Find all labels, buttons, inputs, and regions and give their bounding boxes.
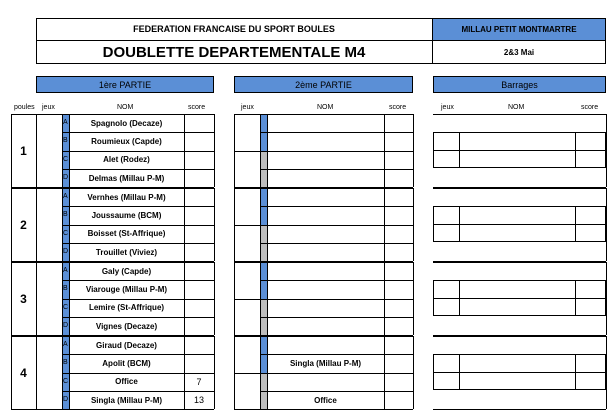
round2-entry[interactable] [267, 336, 384, 354]
team-name: Galy (Capde) [101, 266, 152, 276]
jeux-letter: B [63, 211, 68, 219]
jeux-letter: B [63, 137, 68, 145]
poule-number: 2 [20, 217, 27, 232]
team-score[interactable]: 7 [196, 376, 202, 387]
team-score[interactable] [184, 354, 214, 372]
team-name: Viarouge (Millau P-M) [85, 284, 168, 294]
col-nom-2: NOM [317, 104, 334, 111]
team-score[interactable] [184, 132, 214, 150]
competition-title: DOUBLETTE DEPARTEMENTALE M4 [36, 41, 433, 64]
round2-entry[interactable] [267, 373, 384, 391]
col-nom-3: NOM [508, 104, 525, 111]
poule-number: 4 [20, 365, 27, 380]
round2-entry[interactable]: Office [314, 395, 337, 405]
team-name: Roumieux (Capde) [91, 136, 162, 146]
section-first-round: 1ère PARTIE [36, 76, 214, 93]
team-score[interactable] [184, 243, 214, 261]
col-score: score [188, 104, 206, 111]
jeux-letter: C [63, 303, 69, 311]
col-jeux: jeux [42, 104, 55, 111]
jeux-letter: A [63, 119, 68, 126]
team-score[interactable] [184, 225, 214, 243]
round2-entry[interactable] [267, 262, 384, 280]
team-score[interactable] [184, 169, 214, 187]
poule-number: 3 [20, 291, 27, 306]
team-name: Lemire (St-Affrique) [88, 303, 165, 313]
jeux-letter: C [63, 155, 69, 163]
jeux-letter: B [63, 285, 68, 293]
round2-entry[interactable] [267, 280, 384, 298]
team-score[interactable] [184, 280, 214, 298]
team-name: Vignes (Decaze) [95, 321, 158, 331]
jeux-letter: A [63, 267, 68, 274]
round2-entry[interactable] [267, 299, 384, 317]
jeux-letter: B [63, 359, 68, 367]
jeux-letter: C [63, 229, 69, 237]
team-score[interactable] [184, 317, 214, 335]
round2-entry[interactable]: Singla (Millau P-M) [289, 358, 362, 368]
team-name: Spagnolo (Decaze) [90, 118, 163, 128]
team-score[interactable] [184, 114, 214, 132]
col-poules: poules [14, 104, 35, 111]
jeux-letter: D [63, 247, 69, 255]
team-score[interactable] [184, 262, 214, 280]
round2-entry[interactable] [267, 132, 384, 150]
poule-number: 1 [20, 143, 27, 158]
col-nom: NOM [117, 104, 134, 111]
jeux-letter: C [63, 377, 69, 385]
team-name: Office [115, 377, 138, 387]
col-jeux-3: jeux [441, 104, 454, 111]
club-name: MILLAU PETIT MONTMARTRE [433, 19, 605, 41]
col-jeux-2: jeux [241, 104, 254, 111]
jeux-letter: A [63, 193, 68, 200]
team-name: Giraud (Decaze) [96, 340, 157, 350]
col-score-3: score [581, 104, 599, 111]
round2-entry[interactable] [267, 317, 384, 335]
jeux-letter: A [63, 341, 68, 348]
team-score[interactable] [184, 151, 214, 169]
round2-entry[interactable] [267, 151, 384, 169]
round2-entry[interactable] [267, 188, 384, 206]
round2-entry[interactable] [267, 225, 384, 243]
round2-entry[interactable] [267, 243, 384, 261]
jeux-letter: D [63, 395, 69, 403]
team-name: Alet (Rodez) [103, 155, 150, 165]
team-score[interactable] [184, 336, 214, 354]
team-score[interactable] [184, 206, 214, 224]
team-name: Joussaume (BCM) [91, 210, 162, 220]
team-name: Singla (Millau P-M) [90, 395, 163, 405]
jeux-letter: D [63, 321, 69, 329]
team-name: Trouillet (Viviez) [95, 247, 158, 257]
team-name: Vernhes (Millau P-M) [87, 192, 166, 202]
team-name: Delmas (Millau P-M) [88, 173, 165, 183]
section-barrages: Barrages [433, 76, 606, 93]
team-name: Apolit (BCM) [102, 358, 151, 368]
event-date: 2&3 Mai [503, 48, 535, 57]
jeux-letter: D [63, 173, 69, 181]
col-score-2: score [389, 104, 407, 111]
team-name: Boisset (St-Affrique) [87, 229, 166, 239]
round2-entry[interactable] [267, 206, 384, 224]
team-score[interactable] [184, 299, 214, 317]
team-score[interactable] [184, 188, 214, 206]
section-second-round: 2ème PARTIE [234, 76, 413, 93]
round2-entry[interactable] [267, 169, 384, 187]
round2-entry[interactable] [267, 114, 384, 132]
team-score[interactable]: 13 [193, 395, 204, 406]
federation-title: FEDERATION FRANCAISE DU SPORT BOULES [36, 18, 433, 41]
